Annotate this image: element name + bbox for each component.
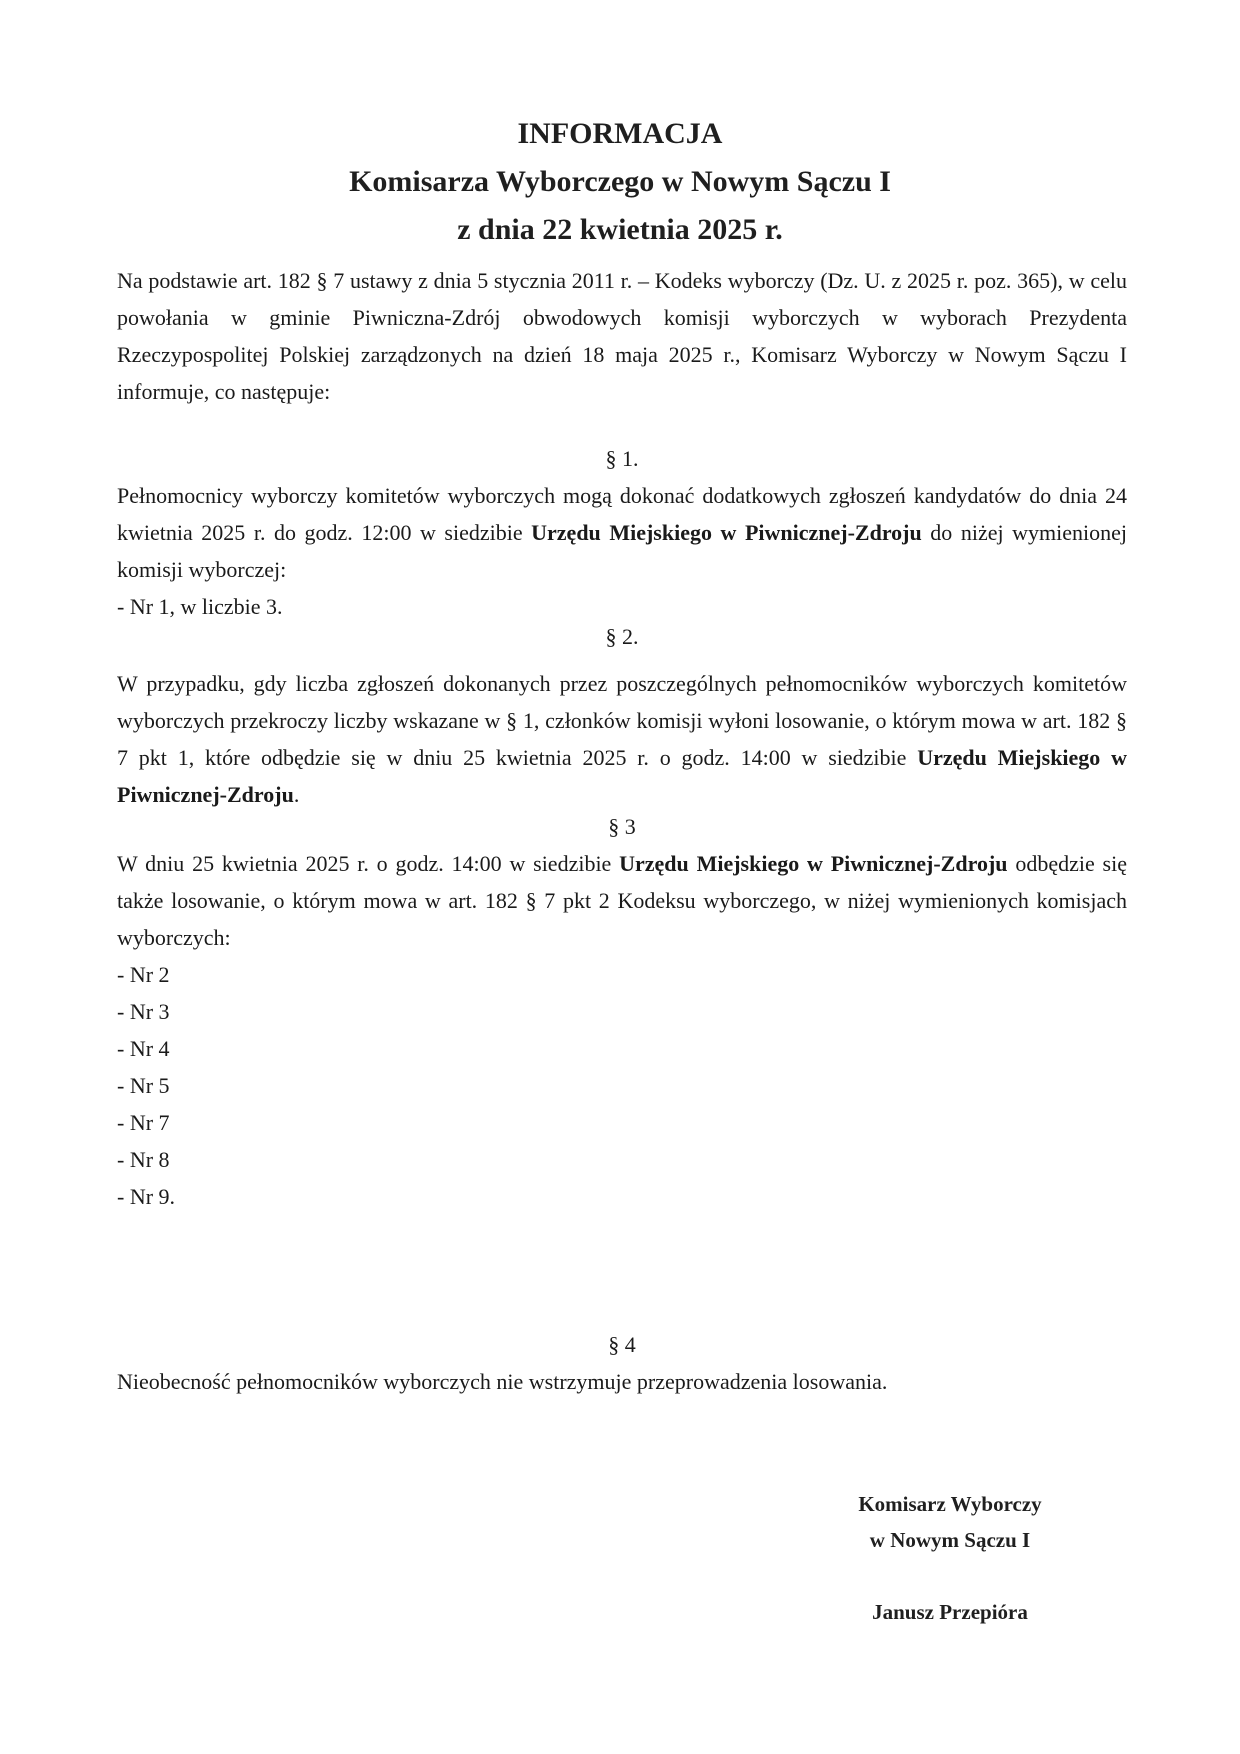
document-issuer: Komisarza Wyborczego w Nowym Sączu I [349, 165, 891, 198]
section-3-text: W dniu 25 kwietnia 2025 r. o godz. 14:00 w siedzibie [117, 851, 620, 876]
section-3-list-item: - Nr 7 [117, 1110, 170, 1135]
section-3-text-end: odbędzie się także losowanie, o którym mowa w art. 182 § 7 pkt 2 Kodeksu wyborczego, w niżej wymienionych komisjach wyborczych: [117, 851, 1127, 950]
section-3-list-item: - Nr 2 [117, 962, 170, 987]
section-2-office: Urzędu Miejskiego w Piwnicznej-Zdroju [117, 745, 1127, 807]
section-1-text-end: do niżej wymienionej komisji wyborczej: [117, 520, 1127, 582]
section-3-mark: § 3 [608, 814, 636, 839]
intro-paragraph: Na podstawie art. 182 § 7 ustawy z dnia 5 stycznia 2011 r. – Kodeks wyborczy (Dz. U. z 2025 r. poz. 365), w celu powołania w gminie Piwniczna-Zdrój obwodowych komisji wyborczych w wyborach Prezydenta Rzeczypospolitej Polskiej zarządzonych na dzień 18 maja 2025 r., Komisarz Wyborczy w Nowym Sączu I informuje, co następuje: [117, 268, 1127, 404]
document-header [0, 110, 1240, 254]
section-1 [117, 440, 1127, 625]
section-4-mark: § 4 [608, 1332, 636, 1357]
section-3-paragraph [117, 845, 1127, 956]
signature-block [820, 1486, 1080, 1630]
section-1-mark: § 1. [605, 446, 639, 471]
section-4 [117, 1326, 1127, 1400]
section-2-mark: § 2. [605, 624, 639, 649]
section-1-list-item: - Nr 1, w liczbie 3. [117, 594, 283, 619]
section-1-text: Pełnomocnicy wyborczy komitetów wyborczych mogą dokonać dodatkowych zgłoszeń kandydatów do dnia 24 kwietnia 2025 r. do godz. 12:00 w siedzibie [117, 483, 1127, 545]
section-3-list-item: - Nr 8 [117, 1147, 170, 1172]
signature-name: Janusz Przepióra [872, 1600, 1028, 1624]
signature-title-line1: Komisarz Wyborczy [858, 1492, 1042, 1516]
section-2-text: W przypadku, gdy liczba zgłoszeń dokonanych przez poszczególnych pełnomocników wyborczych komitetów wyborczych przekroczy liczby wskazane w § 1, członków komisji wyłoni losowanie, o którym mowa w art. 182 § 7 pkt 1, które odbędzie się w dniu 25 kwietnia 2025 r. o godz. 14:00 w siedzibie [117, 671, 1127, 770]
section-2-text-end: . [293, 782, 300, 807]
section-4-paragraph: Nieobecność pełnomocników wyborczych nie wstrzymuje przeprowadzenia losowania. [117, 1369, 888, 1394]
section-1-paragraph [117, 477, 1127, 588]
section-2 [117, 618, 1127, 813]
section-1-office: Urzędu Miejskiego w Piwnicznej-Zdroju [531, 520, 922, 545]
section-2-paragraph [117, 665, 1127, 813]
document-date: z dnia 22 kwietnia 2025 r. [457, 213, 783, 246]
section-3-list-item: - Nr 5 [117, 1073, 170, 1098]
section-3-office: Urzędu Miejskiego w Piwnicznej-Zdroju [619, 851, 1008, 876]
intro-block [117, 262, 1127, 410]
section-3 [117, 808, 1127, 1215]
signature-title-line2: w Nowym Sączu I [869, 1528, 1031, 1552]
signature-spacer [820, 1558, 1080, 1594]
section-3-list-item: - Nr 3 [117, 999, 170, 1024]
section-3-list-item: - Nr 4 [117, 1036, 170, 1061]
section-3-list-item: - Nr 9. [117, 1184, 176, 1209]
document-title: INFORMACJA [517, 117, 723, 150]
